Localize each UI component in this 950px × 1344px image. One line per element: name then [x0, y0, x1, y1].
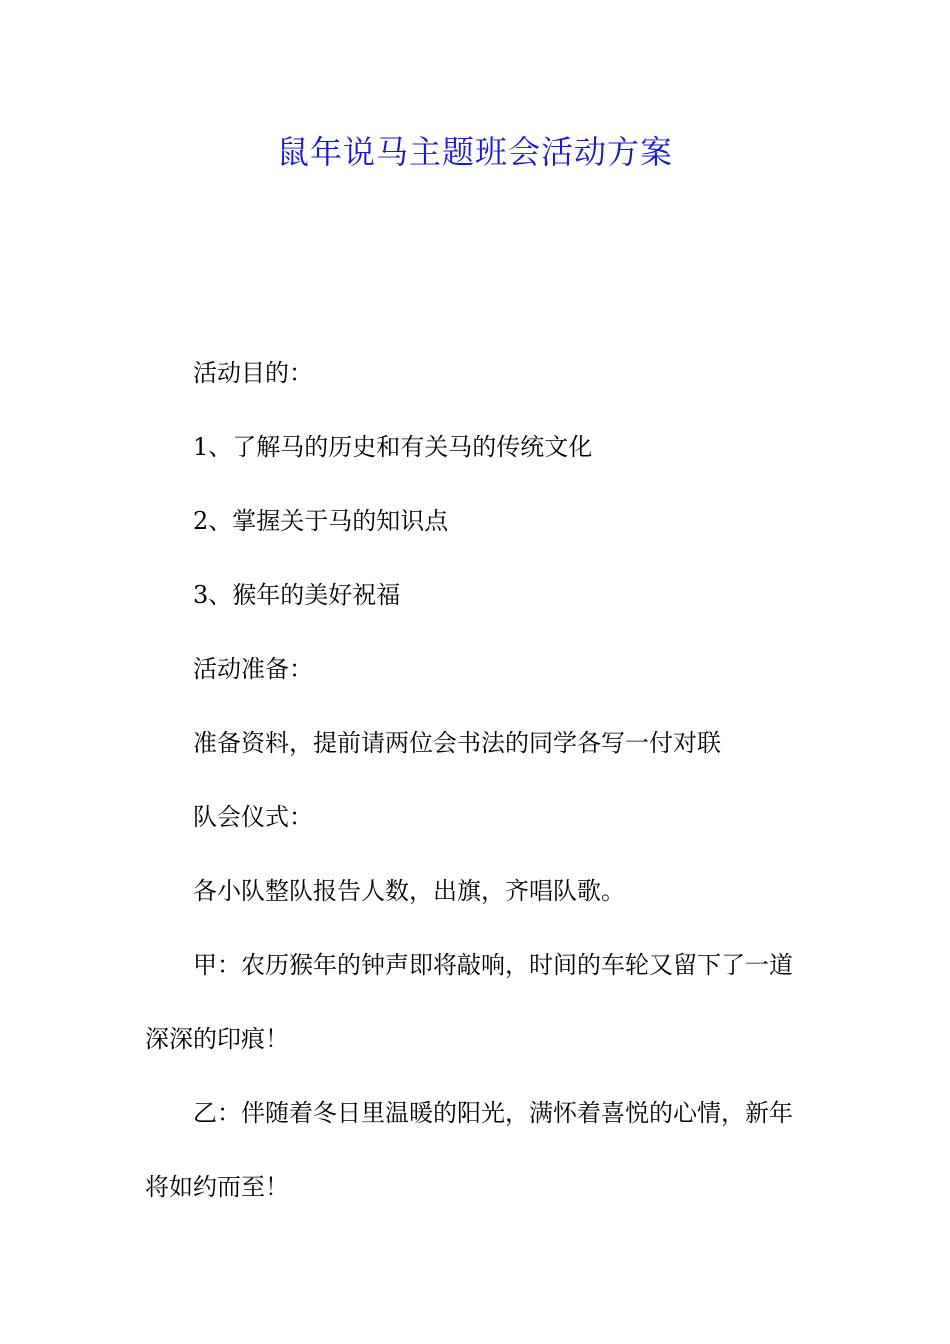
document-body [145, 336, 810, 1224]
heading-ceremony: 队会仪式： [193, 803, 313, 831]
dialogue-line-yi: 乙：伴随着冬日里温暖的阳光，满怀着喜悦的心情，新年将如约而至！ [145, 1099, 793, 1201]
document-title: 鼠年说马主题班会活动方案 [276, 133, 673, 171]
goal-item-2: 2、掌握关于马的知识点 [193, 507, 449, 535]
goal-item-1: 1、了解马的历史和有关马的传统文化 [193, 433, 593, 461]
ceremony-text: 各小队整队报告人数，出旗，齐唱队歌。 [193, 877, 625, 905]
dialogue-line-jia: 甲：农历猴年的钟声即将敲响，时间的车轮又留下了一道深深的印痕！ [145, 951, 793, 1053]
heading-activity-goals: 活动目的： [193, 359, 313, 387]
goal-item-3: 3、猴年的美好祝福 [193, 581, 401, 609]
heading-activity-preparation: 活动准备： [193, 655, 313, 683]
preparation-text: 准备资料，提前请两位会书法的同学各写一付对联 [193, 729, 721, 757]
